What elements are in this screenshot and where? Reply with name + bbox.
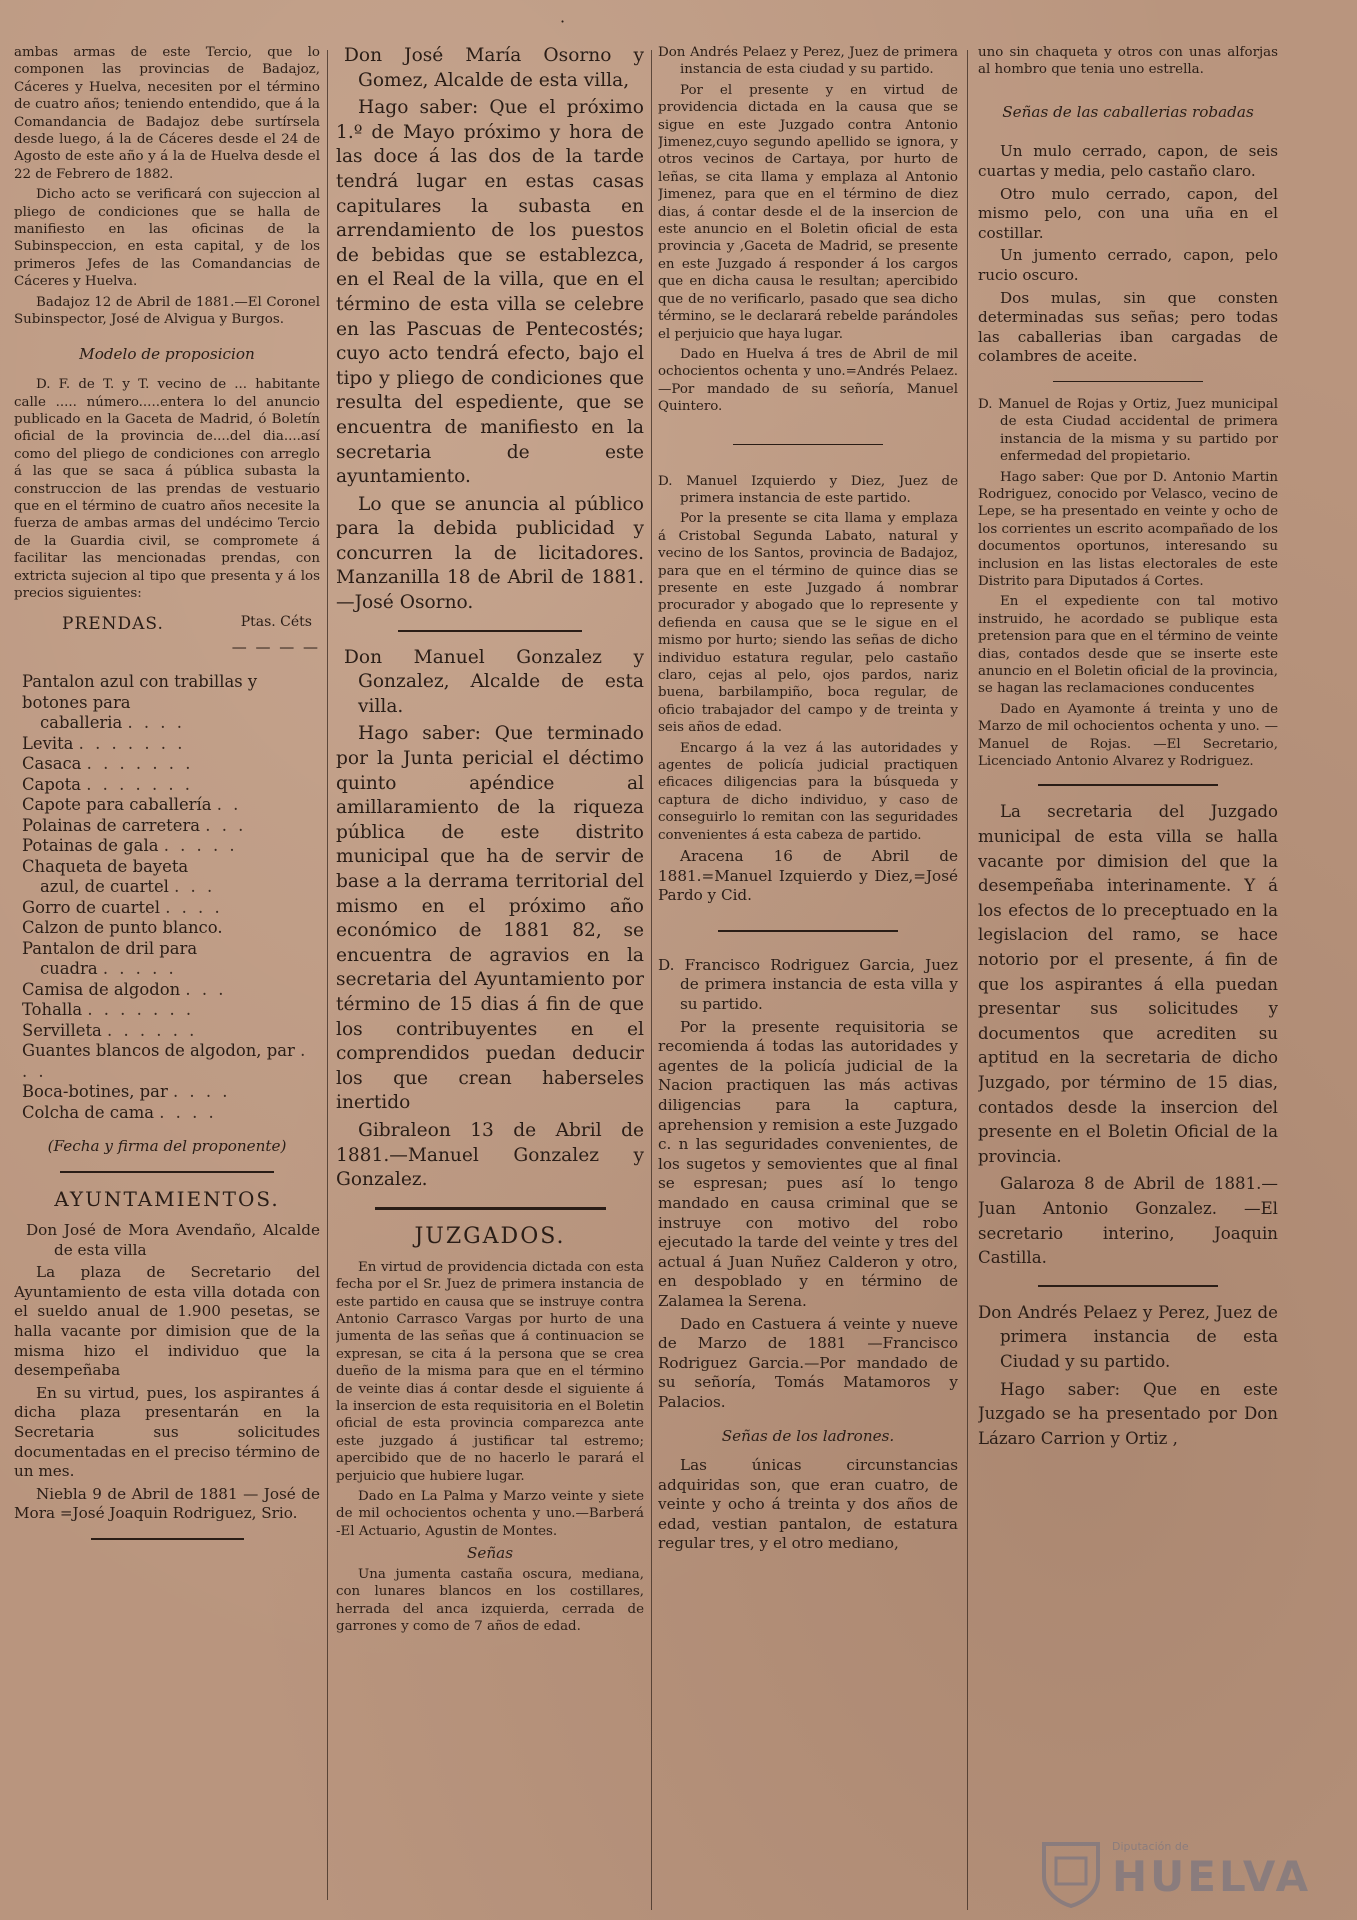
watermark-word: HUELVA xyxy=(1112,1852,1312,1901)
separator xyxy=(733,444,883,445)
list-item: Tohalla . . . . . . . xyxy=(22,1000,195,1020)
crest-icon xyxy=(1040,1840,1102,1908)
notice-heading: Don Manuel Gonzalez y Gonzalez, Alcalde de esta villa. xyxy=(344,646,644,717)
notice-heading: Don Andrés Pelaez y Perez, Juez de primera instancia de esta Ciudad y su partido. xyxy=(978,1302,1278,1371)
section-title-juzgados: JUZGADOS. xyxy=(414,1223,566,1249)
list-item: Potainas de gala . . . . . xyxy=(22,836,238,856)
paragraph: Por el presente y en virtud de providencia dictada en la causa que se sigue en este Juzgado contra Antonio Jimenez,cuyo segundo apellido se ignora, y otros vecinos de Cartaya, por hurto de leñas, se cita llama y emplaza al Antonio Jimenez, para que en el término de diez dias, á contar desde el de la insercion de este anuncio en el Boletin oficial de esta provincia y ,Gaceta de Madrid, se presente en este Juzgado á responder á los cargos que en dicha causa le resultan; apercibido que de no verificarlo, pasado que sea dicho término, se le declarará rebelde parándoles el perjuicio que haya lugar. xyxy=(658,82,958,342)
list-item: Guantes blancos de algodon, par . . . xyxy=(22,1041,309,1081)
price-table-header xyxy=(14,614,320,634)
paragraph: Dicho acto se verificará con sujeccion al pliego de condiciones que se halla de manifiesto en las oficinas de la Subinspeccion, en esta capital, y de los primeros Jefes de las Comandancias de Cáceres y Huelva. xyxy=(14,187,320,290)
list-item: Chaqueta de bayeta azul, de cuartel . . . xyxy=(22,856,216,897)
signature: Galaroza 8 de Abril de 1881.—Juan Antonio Gonzalez. —El secretario interino, Joaquin Castilla. xyxy=(978,1174,1278,1268)
notice-heading: D. Francisco Rodriguez Garcia, Juez de primera instancia de esta villa y su partido. xyxy=(658,955,958,1014)
signature: Gibraleon 13 de Abril de 1881.—Manuel Gonzalez y Gonzalez. xyxy=(336,1119,644,1191)
list-item: Boca-botines, par . . . . xyxy=(22,1082,231,1102)
signature: Niebla 9 de Abril de 1881 — José de Mora =José Joaquin Rodriguez, Srio. xyxy=(14,1484,320,1523)
paragraph: uno sin chaqueta y otros con unas alforjas al hombro que tenia uno estrella. xyxy=(978,45,1278,78)
column-rule xyxy=(327,50,328,1900)
separator xyxy=(398,630,583,632)
paragraph: Un mulo cerrado, capon, de seis cuartas y media, pelo castaño claro. xyxy=(978,142,1278,180)
paragraph: La plaza de Secretario del Ayuntamiento de esta villa dotada con el sueldo anual de 1.900 pesetas, se halla vacante por dimision que de la misma hizo el individuo que la desempeñaba xyxy=(14,1263,320,1380)
paragraph: Hago saber: Que por D. Antonio Martin Rodriguez, conocido por Velasco, vecino de Lepe, se ha presentado en veinte y ocho de los corrientes un escrito acompañado de los documentos oportunos, interesando su inclusion en las listas electorales de este Distrito para Diputados á Cortes. xyxy=(978,469,1278,589)
section-subtitle: Señas de las caballerias robadas xyxy=(1002,102,1254,121)
paragraph: La secretaria del Juzgado municipal de esta villa se halla vacante por dimision del que la desempeñaba interinamente. Y á los efectos de lo preceptuado en la legislacion del ramo, se hace notorio por el presente, á fin de que los aspirantes á ella puedan presentar sus solicitudes y documentos que acrediten su aptitud en la secretaria de dicho Juzgado, por término de 15 dias, contados desde la insercion del presente en el Boletin Oficial de la provincia. xyxy=(978,802,1278,1166)
list-item: Pantalon de dril para cuadra . . . . . xyxy=(22,938,198,979)
signature: Badajoz 12 de Abril de 1881.—El Coronel Subinspector, José de Alvigua y Burgos. xyxy=(14,294,320,328)
paragraph: Por la presente requisitoria se recomienda á todas las autoridades y agentes de la policía judicial de la Nacion practiquen las más activas diligencias para la captura, aprehension y remision a este Juzgado c. n las seguridades convenientes, de los sugetos y semovientes que al final se espresan; pues así lo tengo mandado en causa criminal que se instruye con motivo del robo ejecutado la tarde del veinte y tres del actual á Juan Nuñez Calderon y otro, en despoblado y en término de Zalamea la Serena. xyxy=(658,1017,958,1310)
paragraph: Hago saber: Que terminado por la Junta pericial el déctimo quinto apéndice al amillaramiento de la riqueza pública de este distrito municipal que ha de servir de base a la derrama territorial del mismo en el próximo año económico de 1881 82, se encuentra de agravios en la secretaria del Ayuntamiento por término de 15 dias á fin de que los contribuyentes en el comprendidos puedan deducir los que crean haberseles inertido xyxy=(336,723,644,1114)
paragraph: Hago saber: Que en este Juzgado se ha presentado por Don Lázaro Carrion y Ortiz , xyxy=(978,1379,1278,1448)
notice-heading: Don Andrés Pelaez y Perez, Juez de primera instancia de esta ciudad y su partido. xyxy=(658,45,958,78)
paragraph: Un jumento cerrado, capon, pelo rucio oscuro. xyxy=(978,246,1278,284)
separator xyxy=(1038,1285,1218,1287)
form-footer: (Fecha y firma del proponente) xyxy=(47,1137,287,1156)
paragraph: En virtud de providencia dictada con esta fecha por el Sr. Juez de primera instancia de este partido en causa que se instruye contra Antonio Carrasco Vargas por hurto de una jumenta de las señas que á continuacion se expresan, se cita á la persona que se crea dueño de la misma para que en el término de veinte dias á contar desde el siguiente á la insercion de esta requisitoria en el Boletin oficial de esta provincia comparezca ante este juzgado á justificar tal estremo; apercibido que de no hacerlo le parará el perjuicio que hubiere lugar. xyxy=(336,1259,644,1484)
list-item: Servilleta . . . . . . xyxy=(22,1020,198,1040)
separator xyxy=(60,1171,274,1173)
column-1 xyxy=(14,44,320,1554)
notice-heading: Don José de Mora Avendaño, Alcalde de esta villa xyxy=(26,1220,320,1259)
paragraph: En el expediente con tal motivo instruido, he acordado se publique esta pretension para que en el término de veinte dias, contados desde que se inserte este anuncio en el Boletin oficial de la provincia, se hagan las reclamaciones conducentes xyxy=(978,594,1278,697)
separator xyxy=(1053,381,1203,382)
paragraph: D. F. de T. y T. vecino de ... habitante calle ..... número.....entera lo del anuncio publicado en la Gaceta de Madrid, ó Boletín oficial de la provincia de....del dia....así como del pliego de condiciones con arreglo á las que se saca á pública subasta la construccion de las prendas de vestuario que en el término de cuatro años necesite la fuerza de ambas armas del undécimo Tercio de la Guardia civil, se compromete á facilitar las mencionadas prendas, con extricta sujecion al tipo que presenta y á los precios siguientes: xyxy=(14,377,320,601)
paragraph: Otro mulo cerrado, capon, del mismo pelo, con una uña en el costillar. xyxy=(978,184,1278,242)
section-title-ayuntamientos: AYUNTAMIENTOS. xyxy=(54,1186,280,1211)
signature: Aracena 16 de Abril de 1881.=Manuel Izquierdo y Diez,=José Pardo y Cid. xyxy=(658,847,958,905)
signature: Dado en Castuera á veinte y nueve de Marzo de 1881 —Francisco Rodriguez Garcia.—Por mandado de su señoría, Tomás Matamoros y Palacios. xyxy=(658,1314,958,1411)
ptas-heading: Ptas. Céts xyxy=(240,614,312,631)
paragraph: Las únicas circunstancias adquiridas son, que eran cuatro, de veinte y ocho á treinta y dos años de edad, vestian pantalon, de estatura regular tres, y el otro mediano, xyxy=(658,1456,958,1553)
list-item: Calzon de punto blanco. xyxy=(22,918,223,938)
paragraph: Lo que se anuncia al público para la debida publicidad y concurren la de licitadores. Manzanilla 18 de Abril de 1881. —José Osorno. xyxy=(336,493,644,614)
column-4 xyxy=(978,44,1278,1454)
list-item: Levita . . . . . . . xyxy=(22,733,186,753)
separator xyxy=(1038,784,1218,786)
paragraph: Una jumenta castaña oscura, mediana, con lunares blancos en los costillares, herrada del anca izquierda, cerrada de garrones y como de 7 años de edad. xyxy=(336,1566,644,1635)
list-item: Gorro de cuartel . . . . xyxy=(22,897,223,917)
list-item: Capota . . . . . . . xyxy=(22,774,193,794)
list-item: Capote para caballería . . xyxy=(22,795,242,815)
notice-heading: D. Manuel de Rojas y Ortiz, Juez municipal de esta Ciudad accidental de primera instancia de la misma y su partido por enfermedad del propietario. xyxy=(978,396,1278,465)
list-item: Casaca . . . . . . . xyxy=(22,754,194,774)
list-item: Pantalon azul con trabillas y botones para caballeria . . . . xyxy=(22,672,258,733)
section-subtitle: Señas de los ladrones. xyxy=(721,1426,895,1445)
prendas-heading: PRENDAS. xyxy=(62,614,164,635)
paragraph: Encargo á la vez á las autoridades y agentes de policía judicial practiquen eficaces diligencias para la búsqueda y captura de dicho individuo, y caso de conseguirlo lo remitan con las seguridades convenientes á esta cabeza de partido. xyxy=(658,740,958,843)
signature: Dado en Huelva á tres de Abril de mil ochocientos ochenta y uno.=Andrés Pelaez.—Por mandado de su señoría, Manuel Quintero. xyxy=(658,346,958,415)
section-subtitle: Modelo de proposicion xyxy=(79,344,255,363)
paragraph: Por la presente se cita llama y emplaza á Cristobal Segunda Labato, natural y vecino de los Santos, provincia de Badajoz, para que en el término de quince dias se presente en este Juzgado á nombrar procurador y abogado que lo represente y defienda en causa que se le sigue en el mismo por hurto; siendo las señas de dicho individuo estatura regular, pelo castaño claro, cejas al pelo, ojos pardos, nariz buena, barbilampiño, boca regular, de oficio trabajador del campo y de treinta y seis años de edad. xyxy=(658,511,958,736)
list-item: Colcha de cama . . . . xyxy=(22,1102,217,1122)
signature: Dado en Ayamonte á treinta y uno de Marzo de mil ochocientos ochenta y uno. —Manuel de Rojas. —El Secretario, Licenciado Antonio Alvarez y Rodriguez. xyxy=(978,701,1278,770)
price-list xyxy=(14,672,320,1123)
archive-watermark xyxy=(1040,1840,1312,1910)
separator xyxy=(718,930,898,932)
paragraph: Hago saber: Que el próximo 1.º de Mayo próximo y hora de las doce á las dos de la tarde tendrá lugar en estas casas capitulares la subasta en arrendamiento de los puestos de bebidas que se establezca, en el Real de la villa, que en el término de esta villa se celebre en las Pascuas de Pentecostés; cuyo acto tendrá efecto, bajo el tipo y pliego de condiciones que resulta del espediente, que se encuentra de manifiesto en la secretaria de este ayuntamiento. xyxy=(336,97,644,488)
paragraph: En su virtud, pues, los aspirantes á dicha plaza presentarán en la Secretaria sus solicitudes documentadas en el preciso término de un mes. xyxy=(14,1383,320,1481)
paragraph: ambas armas de este Tercio, que lo componen las provincias de Badajoz, Cáceres y Huelva, necesiten por el término de cuatro años; teniendo entendido, que á la Comandancia de Badajoz debe surtírsela desde luego, á la de Cáceres desde el 24 de Agosto de este año y á la de Huelva desde el 22 de Febrero de 1882. xyxy=(14,45,320,182)
column-3 xyxy=(658,44,958,1557)
separator xyxy=(375,1207,606,1210)
signature: Dado en La Palma y Marzo veinte y siete de mil ochocientos ochenta y uno.—Barberá -El Actuario, Agustin de Montes. xyxy=(336,1489,644,1539)
table-dashes: — — — — xyxy=(231,638,320,657)
print-mark: · xyxy=(560,12,566,31)
list-item: Camisa de algodon . . . xyxy=(22,979,227,999)
watermark-subtitle: Diputación de xyxy=(1112,1840,1189,1853)
column-rule xyxy=(651,50,652,1910)
separator xyxy=(91,1538,244,1540)
list-item: Polainas de carretera . . . xyxy=(22,815,247,835)
paragraph: Dos mulas, sin que consten determinadas sus señas; pero todas las caballerias iban cargadas de colambres de aceite. xyxy=(978,288,1278,366)
column-2 xyxy=(336,44,644,1638)
section-subtitle: Señas xyxy=(466,1544,514,1563)
column-rule xyxy=(967,50,968,1910)
notice-heading: D. Manuel Izquierdo y Diez, Juez de primera instancia de este partido. xyxy=(658,473,958,506)
notice-heading: Don José María Osorno y Gomez, Alcalde de esta villa, xyxy=(344,45,644,91)
